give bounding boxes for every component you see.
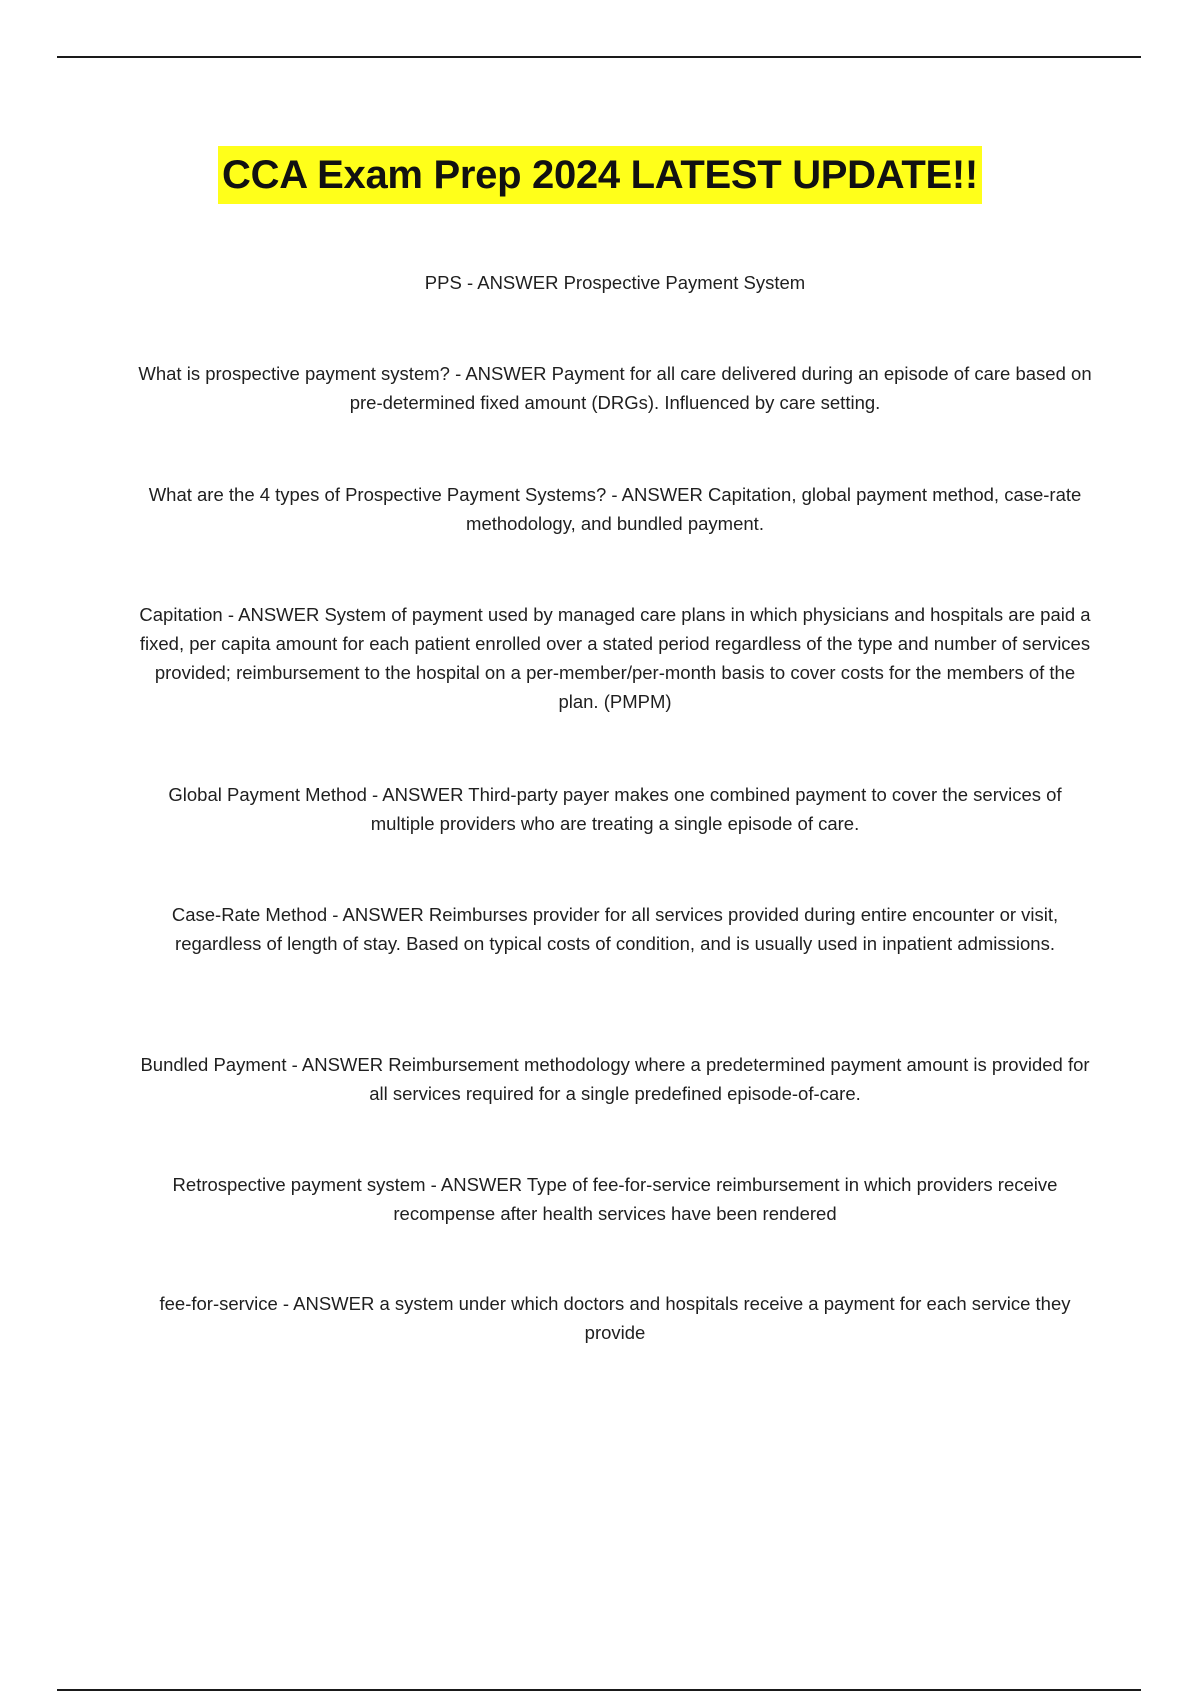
qa-entry: Bundled Payment - ANSWER Reimbursement methodology where a predetermined payment amount is provided for all services required for a single predefined episode-of-care. xyxy=(140,1054,1090,1104)
qa-entry: fee-for-service - ANSWER a system under which doctors and hospitals receive a payment for each service they provide xyxy=(159,1293,1071,1343)
top-divider xyxy=(57,56,1141,58)
bottom-divider xyxy=(57,1689,1141,1691)
title-container xyxy=(0,146,1200,204)
qa-entry: What are the 4 types of Prospective Payment Systems? - ANSWER Capitation, global payment method, case-rate methodology, and bundled payment. xyxy=(148,484,1082,534)
document-title: CCA Exam Prep 2024 LATEST UPDATE!! xyxy=(218,146,982,204)
qa-entry: Capitation - ANSWER System of payment used by managed care plans in which physicians and hospitals are paid a fixed, per capita amount for each patient enrolled over a stated period regardless of the type and number of services provided; reimbursement to the hospital on a per-member/per-month basis to cover costs for the members of the plan. (PMPM) xyxy=(139,604,1091,712)
qa-entry: Case-Rate Method - ANSWER Reimburses provider for all services provided during entire encounter or visit, regardless of length of stay. Based on typical costs of condition, and is usually used in inpatient admissions. xyxy=(171,904,1059,954)
qa-entry: PPS - ANSWER Prospective Payment System xyxy=(424,272,806,293)
qa-entry: Retrospective payment system - ANSWER Type of fee-for-service reimbursement in which providers receive recompense after health services have been rendered xyxy=(172,1174,1058,1224)
qa-entry: What is prospective payment system? - ANSWER Payment for all care delivered during an episode of care based on pre-determined fixed amount (DRGs). Influenced by care setting. xyxy=(138,363,1092,413)
qa-entry: Global Payment Method - ANSWER Third-party payer makes one combined payment to cover the services of multiple providers who are treating a single episode of care. xyxy=(168,784,1062,834)
